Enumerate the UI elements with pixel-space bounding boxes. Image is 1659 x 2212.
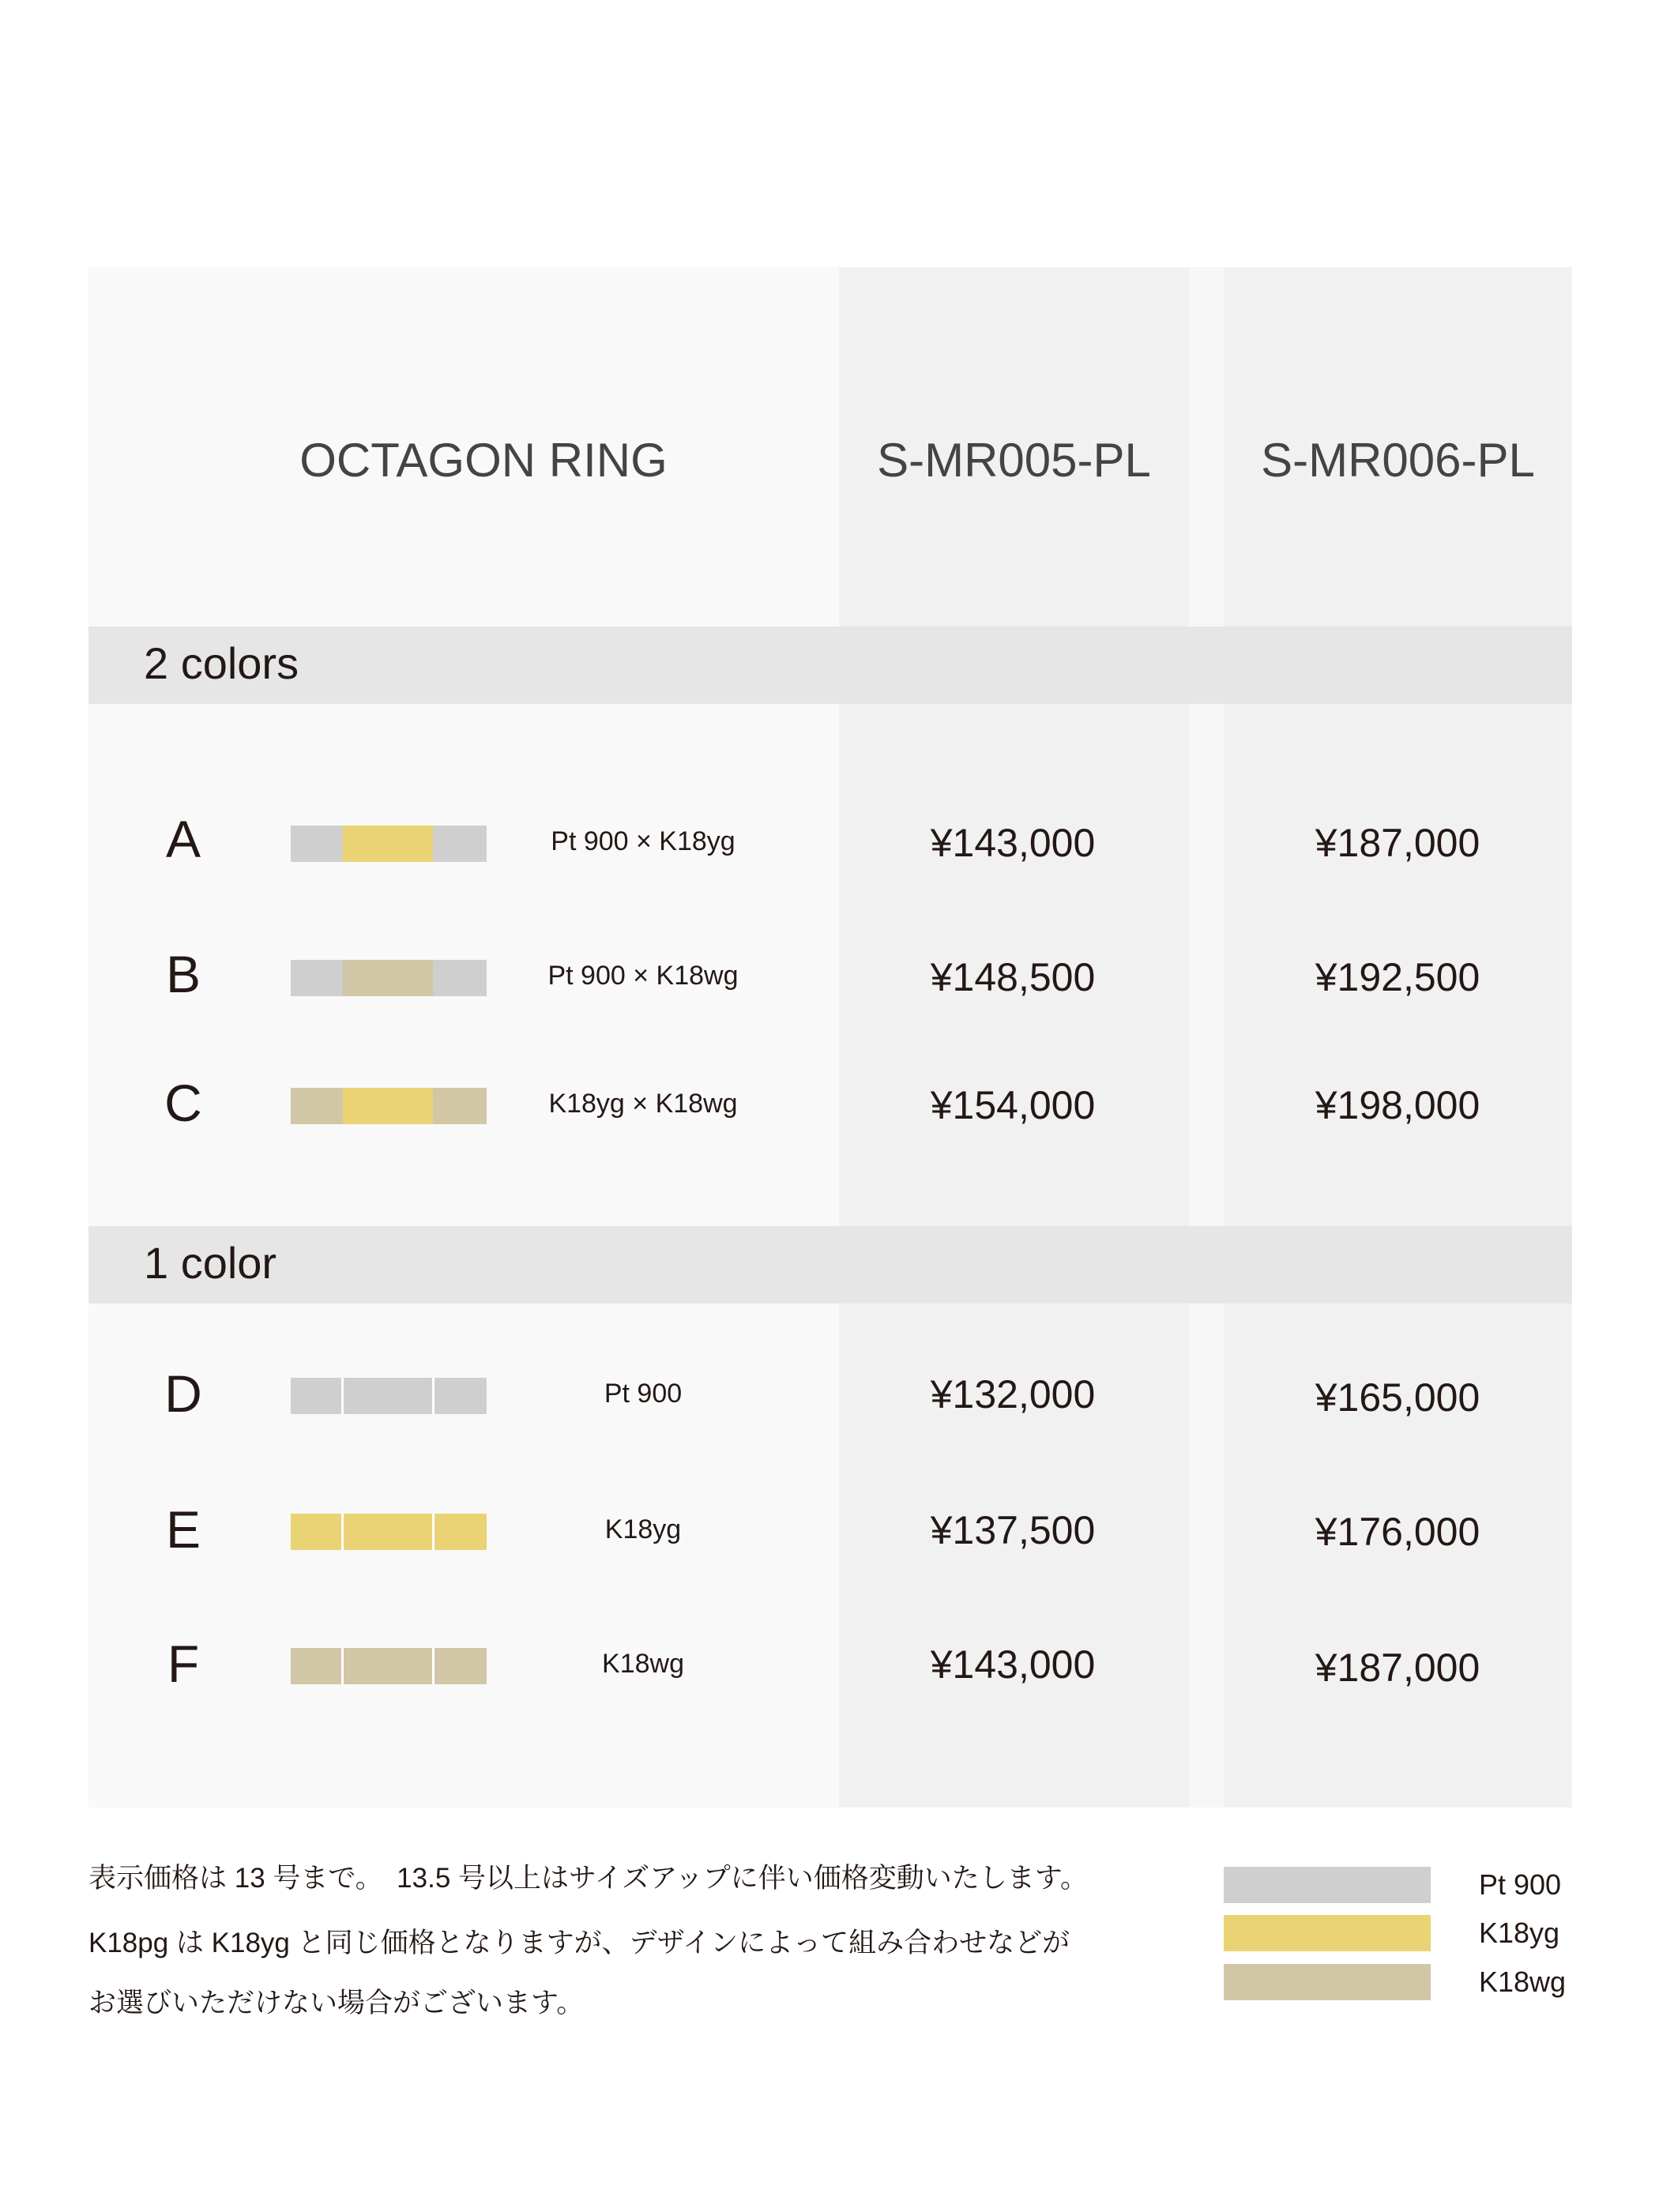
price-f-model1: ¥143,000 [930,1642,1096,1687]
legend-swatch-pt900 [1224,1867,1431,1903]
section-band-one-color [88,1226,1572,1304]
table-panel-model2 [1224,267,1572,1808]
combo-f: K18wg [602,1649,684,1679]
combo-e: K18yg [604,1514,682,1544]
combo-b: Pt 900 × K18wg [547,961,739,991]
price-c-model1: ¥154,000 [930,1083,1096,1127]
combo-a: Pt 900 × K18yg [551,826,735,856]
swatch-f [291,1648,487,1684]
price-b-model1: ¥148,500 [930,955,1096,999]
combo-c: K18yg × K18wg [548,1089,738,1119]
price-d-model2: ¥165,000 [1315,1375,1480,1420]
swatch-b-middle [343,960,433,996]
section-band-two-colors [88,626,1572,704]
legend-swatch-k18wg [1224,1964,1431,2000]
swatch-a-middle [343,826,433,862]
swatch-c [291,1088,487,1124]
swatch-d-middle [341,1378,434,1414]
note-k18pg-line1: K18pg は K18yg と同じ価格となりますが、デザインによって組み合わせなどが [88,1928,1070,1958]
swatch-b [291,960,487,996]
note-size-pricing: 表示価格は 13 号まで。 13.5 号以上はサイズアップに伴い価格変動いたします。 [88,1863,1088,1894]
swatch-e-left [291,1514,341,1550]
price-e-model1: ¥137,500 [930,1508,1096,1552]
model-header-1: S-MR005-PL [877,434,1151,487]
swatch-e [291,1514,487,1550]
price-d-model1: ¥132,000 [930,1372,1096,1416]
notes-block [88,1849,1179,2033]
note-k18pg-line2: お選びいただけない場合がございます。 [88,1988,585,2018]
section-label-one-color: 1 color [144,1238,277,1288]
swatch-b-right [433,960,487,996]
row-letter-e: E [165,1500,201,1559]
row-letter-d: D [164,1364,202,1423]
price-a-model1: ¥143,000 [930,821,1096,865]
swatch-d [291,1378,487,1414]
legend-label-k18wg: K18wg [1479,1966,1567,1998]
legend-label-k18yg: K18yg [1479,1917,1560,1949]
swatch-b-left [291,960,343,996]
swatch-f-right [434,1648,487,1684]
price-f-model2: ¥187,000 [1315,1646,1480,1690]
swatch-d-left [291,1378,341,1414]
swatch-a-right [433,826,487,862]
swatch-c-right [433,1088,487,1124]
legend-label-pt900: Pt 900 [1479,1868,1562,1901]
row-letter-a: A [165,810,201,868]
table-panel-main [88,267,839,1808]
table-title: OCTAGON RING [299,434,668,487]
swatch-c-left [291,1088,343,1124]
swatch-d-right [434,1378,487,1414]
row-letter-f: F [167,1635,200,1693]
section-label-two-colors: 2 colors [144,638,299,688]
legend-swatch-k18yg [1224,1915,1431,1951]
swatch-e-right [434,1514,487,1550]
row-letter-b: B [165,945,201,1003]
combo-d: Pt 900 [604,1379,683,1409]
price-b-model2: ¥192,500 [1315,955,1480,999]
swatch-a [291,826,487,862]
price-e-model2: ¥176,000 [1315,1510,1480,1554]
swatch-c-middle [343,1088,433,1124]
table-panel-model1 [839,267,1189,1808]
swatch-f-left [291,1648,341,1684]
swatch-f-middle [341,1648,434,1684]
swatch-a-left [291,826,343,862]
price-c-model2: ¥198,000 [1315,1083,1480,1127]
table-panel-gap [1189,267,1224,1808]
row-letter-c: C [164,1074,202,1132]
model-header-2: S-MR006-PL [1261,434,1535,487]
swatch-e-middle [341,1514,434,1550]
price-a-model2: ¥187,000 [1315,821,1480,865]
